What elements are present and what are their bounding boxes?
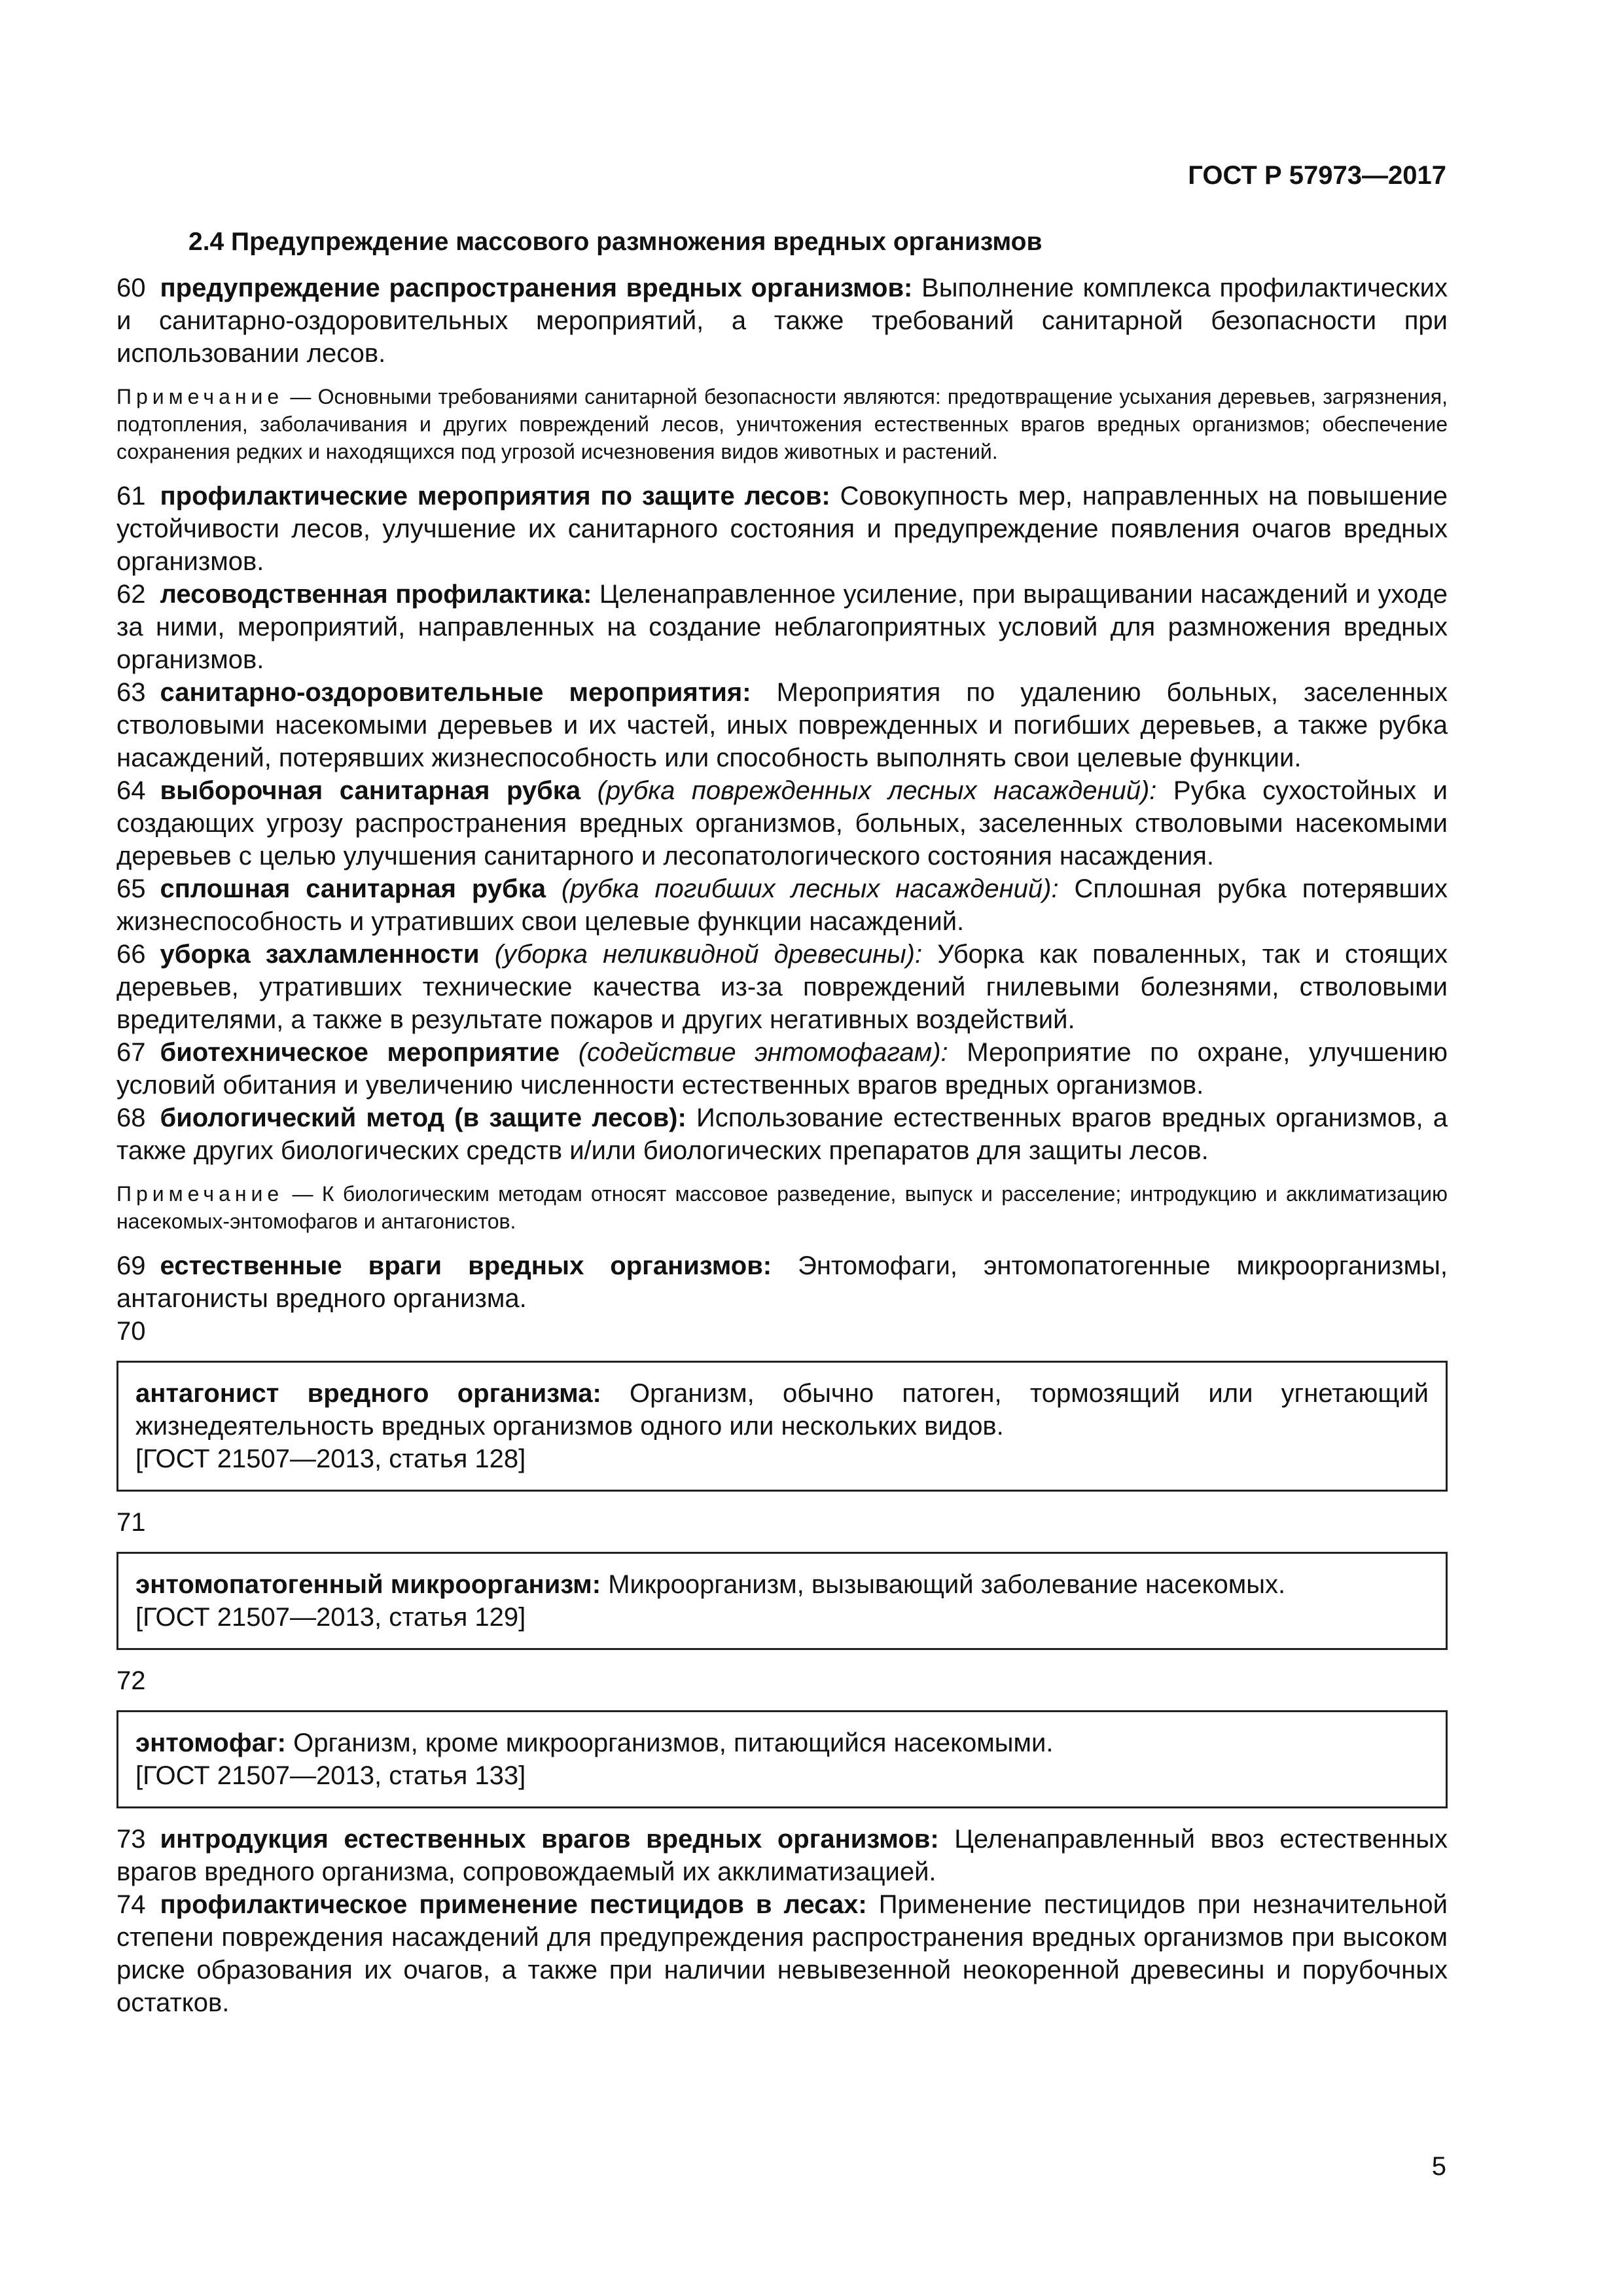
term-64: 64 выборочная санитарная рубка (рубка поврежденных лесных насаждений): Рубка сухостойных и создающих угрозу распространения вредных организмов, больных, заселенных стволовыми насекомыми деревьев с целью улучшения санитарного и лесопатологического состояния насаждения. <box>116 776 1448 870</box>
term-69: 69 естественные враги вредных организмов: Энтомофаги, энтомопатогенные микроорганизмы, антагонисты вредного организма. <box>116 1251 1448 1313</box>
reference-box-72: энтомофаг: Организм, кроме микроорганизмов, питающийся насекомыми. [ГОСТ 21507—2013, статья 133] <box>116 1710 1448 1808</box>
term-74: 74 профилактическое применение пестицидов в лесах: Применение пестицидов при незначительной степени повреждения насаждений для предупреждения распространения вредных организмов при высоком риске образования их очагов, а также при наличии невывезенной неокоренной древесины и порубочных остатков. <box>116 1890 1448 2017</box>
term-61: 61 профилактические мероприятия по защите лесов: Совокупность мер, направленных на повышение устойчивости лесов, улучшение их санитарного состояния и предупреждение появления очагов вредных организмов. <box>116 482 1448 576</box>
term-73: 73 интродукция естественных врагов вредных организмов: Целенаправленный ввоз естественных врагов вредного организма, сопровождаемый их акклиматизацией. <box>116 1825 1448 1886</box>
document-id: ГОСТ Р 57973—2017 <box>1188 161 1446 190</box>
note-2: Примечание — К биологическим методам относят массовое разведение, выпуск и расселение; интродукцию и акклиматизацию насекомых-энтомофагов и антагонистов. <box>116 1182 1448 1233</box>
page-number: 5 <box>1431 2152 1446 2181</box>
term-67: 67 биотехническое мероприятие (содействие энтомофагам): Мероприятие по охране, улучшению условий обитания и увеличению численности естественных врагов вредных организмов. <box>116 1038 1448 1100</box>
term-63: 63 санитарно-оздоровительные мероприятия: Мероприятия по удалению больных, заселенных стволовыми насекомыми деревьев и их частей, иных поврежденных и погибших деревьев, а также рубка насаждений, потерявших жизнеспособность или способность выполнять свои целевые функции. <box>116 678 1448 772</box>
reference-box-71: энтомопатогенный микроорганизм: Микроорганизм, вызывающий заболевание насекомых. [ГОСТ 21507—2013, статья 129] <box>116 1552 1448 1650</box>
section-title: 2.4 Предупреждение массового размножения вредных организмов <box>188 228 1043 256</box>
term-68: 68 биологический метод (в защите лесов): Использование естественных врагов вредных организмов, а также других биологических средств и/или биологических препаратов для защиты лесов. <box>116 1103 1448 1165</box>
term-70-number: 70 <box>116 1317 146 1346</box>
note-1: Примечание — Основными требованиями санитарной безопасности являются: предотвращение усыхания деревьев, загрязнения, подтопления, заболачивания и других повреждений лесов, уничтожения естественных врагов вредных организмов; обеспечение сохранения редких и находящихся под угрозой исчезновения видов животных и растений. <box>116 385 1448 463</box>
term-60: 60 предупреждение распространения вредных организмов: Выполнение комплекса профилактических и санитарно-оздоровительных мероприятий, а также требований санитарной безопасности при использовании лесов. <box>116 274 1448 368</box>
reference-source: [ГОСТ 21507—2013, статья 129] <box>135 1603 526 1632</box>
term-71-number: 71 <box>116 1508 146 1537</box>
reference-box-70: антагонист вредного организма: Организм, обычно патоген, тормозящий или угнетающий жизнедеятельность вредных организмов одного или нескольких видов. [ГОСТ 21507—2013, статья 128] <box>116 1361 1448 1492</box>
reference-source: [ГОСТ 21507—2013, статья 133] <box>135 1761 526 1790</box>
page-content <box>116 226 1448 2019</box>
term-66: 66 уборка захламленности (уборка неликвидной древесины): Уборка как поваленных, так и стоящих деревьев, утративших технические качества из-за повреждений гнилевыми болезнями, стволовыми вредителями, а также в результате пожаров и других негативных воздействий. <box>116 940 1448 1034</box>
term-65: 65 сплошная санитарная рубка (рубка погибших лесных насаждений): Сплошная рубка потерявших жизнеспособность и утративших свои целевые функции насаждений. <box>116 874 1448 936</box>
reference-source: [ГОСТ 21507—2013, статья 128] <box>135 1444 526 1473</box>
term-72-number: 72 <box>116 1666 146 1695</box>
term-62: 62 лесоводственная профилактика: Целенаправленное усиление, при выращивании насаждений и уходе за ними, мероприятий, направленных на создание неблагоприятных условий для размножения вредных организмов. <box>116 580 1448 674</box>
